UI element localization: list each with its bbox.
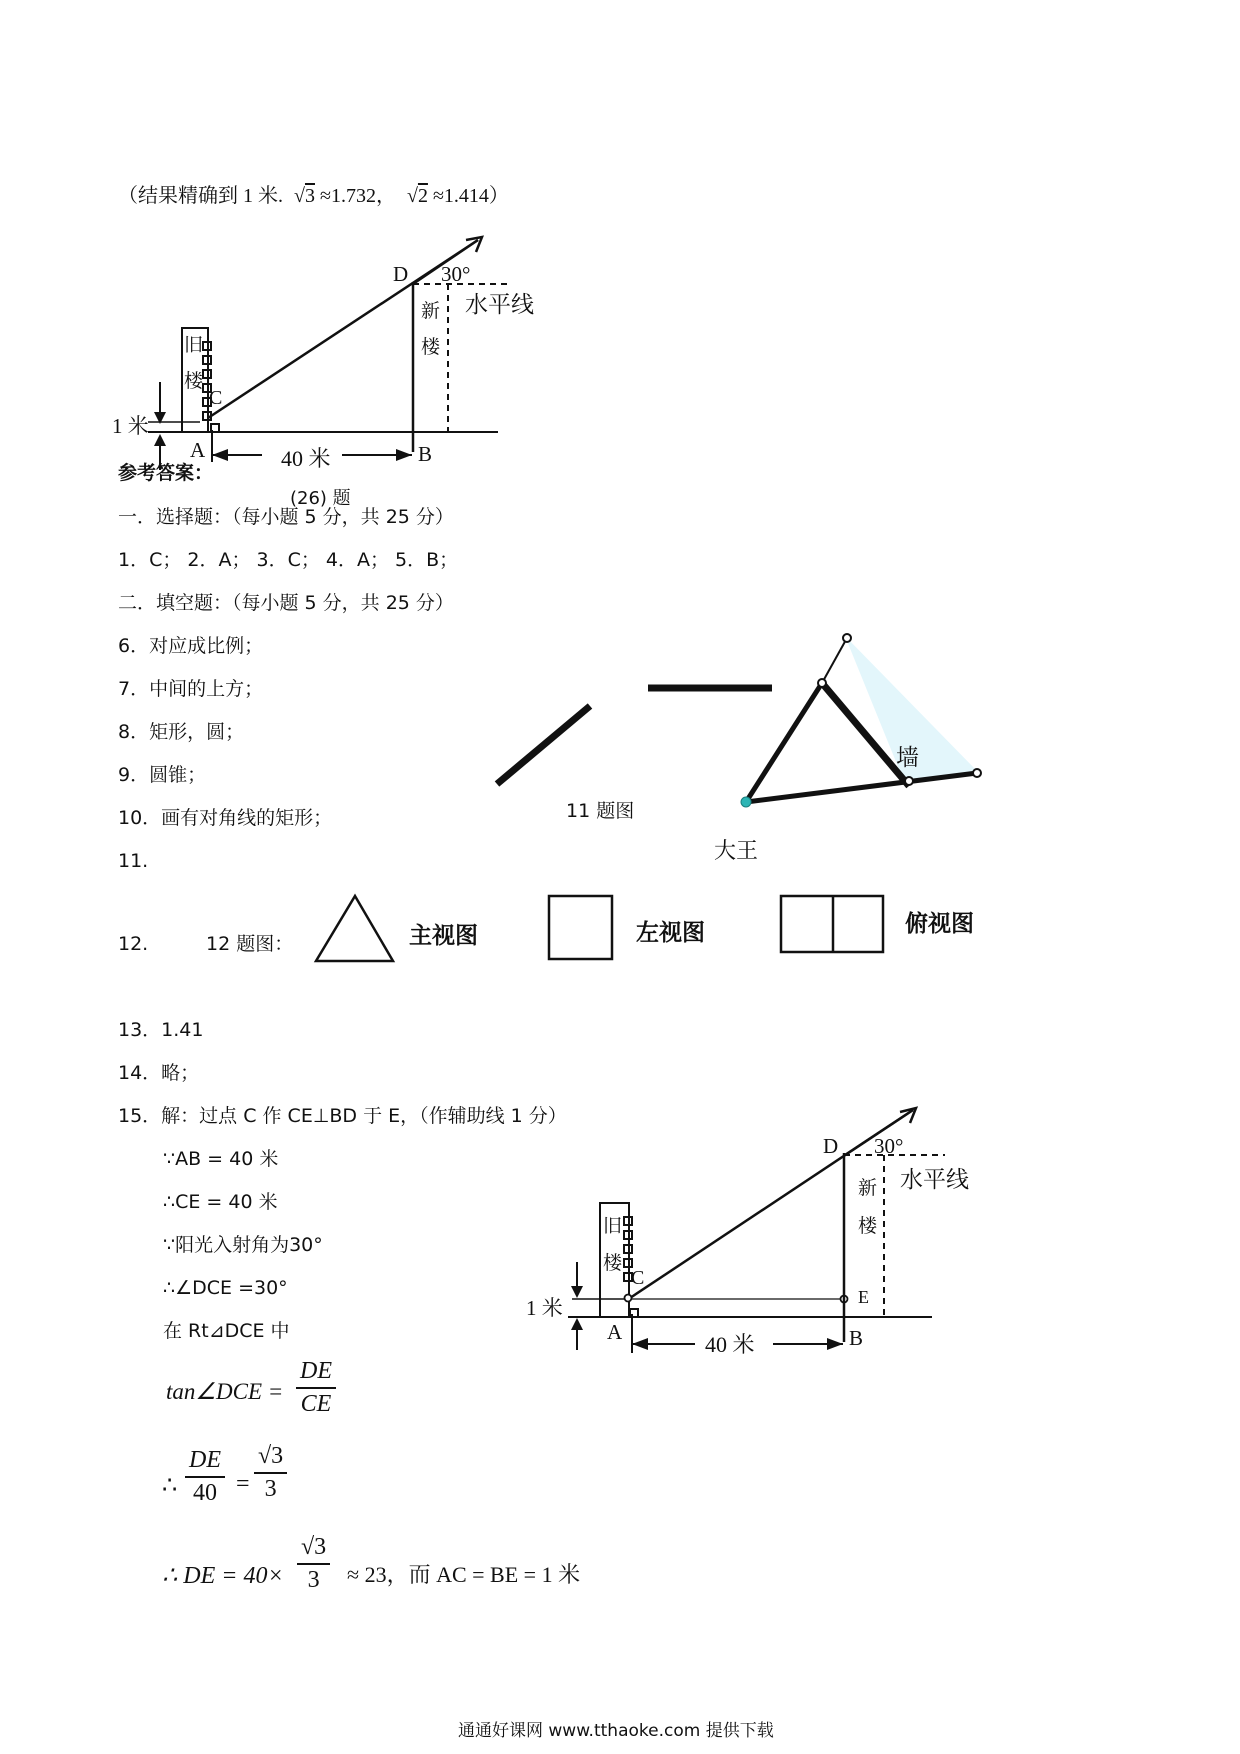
solution-line-4: ∴∠DCE =30°: [163, 1277, 288, 1299]
fig26-distance: 40 米: [281, 446, 331, 471]
fig26-label-a: A: [190, 438, 206, 462]
solution-line-2: ∴CE = 40 米: [163, 1191, 278, 1213]
fig26-label-d: D: [393, 262, 409, 286]
tan-prefix: tan∠DCE =: [166, 1379, 284, 1404]
sqrt3-approx: ≈1.732，: [319, 185, 396, 207]
fig11-caption: 11 题图: [566, 800, 635, 822]
footer-text: 通通好课网 www.tthaoke.com 提供下载: [458, 1721, 774, 1741]
tan-numerator: DE: [296, 1358, 336, 1389]
answer-13: 13．1.41: [118, 1019, 204, 1041]
fig15-old-building-2: 楼: [603, 1252, 623, 1274]
solution-line-3: ∵阳光入射角为30°: [163, 1234, 323, 1256]
fig26-old-building-2: 楼: [184, 370, 204, 392]
fig26-caption: (26) 题: [290, 488, 351, 509]
answer-15: 15．解：过点 C 作 CE⊥BD 于 E，（作辅助线 1 分）: [118, 1105, 567, 1127]
fig26-new-building-2: 楼: [421, 336, 441, 358]
fig15-horizontal-line: 水平线: [900, 1167, 969, 1193]
view-left-label: 左视图: [636, 920, 705, 946]
therefore-symbol: ∴: [162, 1473, 178, 1499]
eq2-numerator: DE: [185, 1447, 225, 1478]
eq3-denominator: 3: [307, 1567, 320, 1593]
fig26-one-meter: 1 米: [112, 414, 149, 438]
choice-answers: 1．C； 2．A； 3．C； 4．A； 5．B；: [118, 549, 459, 571]
solution-line-1: ∵AB = 40 米: [163, 1148, 279, 1170]
answer-6: 6．对应成比例；: [118, 635, 264, 657]
answer-14: 14．略；: [118, 1062, 200, 1084]
tan-denominator: CE: [300, 1391, 332, 1417]
fig26-old-building-1: 旧: [184, 334, 204, 356]
fig12-caption: 12 题图：: [206, 933, 294, 955]
section-1-heading: 一．选择题：（每小题 5 分，共 25 分）: [118, 506, 454, 528]
fig15-label-e: E: [858, 1287, 869, 1307]
answer-11: 11.: [118, 850, 149, 872]
answer-10: 10．画有对角线的矩形；: [118, 807, 333, 829]
fig15-label-d: D: [823, 1134, 839, 1158]
fig11-wall: 墙: [896, 745, 919, 771]
answer-12: 12.: [118, 933, 149, 955]
fig15-distance: 40 米: [705, 1332, 755, 1357]
eq3-numerator: √3: [297, 1534, 330, 1565]
solution-line-5: 在 Rt⊿DCE 中: [163, 1320, 290, 1342]
sqrt2-symbol: √2: [406, 185, 428, 207]
section-2-heading: 二．填空题：（每小题 5 分，共 25 分）: [118, 592, 454, 614]
answer-9: 9．圆锥；: [118, 764, 207, 786]
view-top-label: 俯视图: [905, 911, 974, 937]
fig15-label-a: A: [607, 1320, 623, 1344]
view-front-label: 主视图: [409, 923, 478, 949]
eq2-rhs-denominator: 3: [264, 1476, 277, 1502]
fig15-angle: 30°: [874, 1134, 904, 1158]
answer-7: 7．中间的上方；: [118, 678, 264, 700]
fig26-angle: 30°: [441, 262, 471, 286]
fig26-label-b: B: [418, 442, 433, 466]
fig11-king: 大王: [714, 839, 759, 864]
eq2-denominator: 40: [193, 1480, 217, 1506]
fig15-old-building-1: 旧: [603, 1215, 623, 1237]
sqrt3-symbol: √3: [294, 185, 315, 207]
fig26-horizontal-line: 水平线: [465, 292, 534, 318]
eq2-rhs-numerator: √3: [254, 1443, 287, 1474]
sqrt2-approx: ≈1.414）: [432, 185, 509, 207]
answer-8: 8．矩形，圆；: [118, 721, 245, 743]
answers-heading: 参考答案：: [118, 462, 214, 484]
fig15-new-building-1: 新: [858, 1177, 878, 1199]
fig26-label-c: C: [209, 387, 223, 409]
eq2-equals: =: [236, 1471, 250, 1497]
precision-note-text: （结果精确到 1 米.: [118, 185, 283, 207]
eq3-suffix: ≈ 23，而 AC = BE = 1 米: [347, 1562, 581, 1587]
eq3-prefix: ∴ DE = 40×: [162, 1563, 284, 1589]
fig15-label-c: C: [631, 1267, 645, 1289]
fig15-one-meter: 1 米: [526, 1296, 563, 1320]
fig15-label-b: B: [849, 1326, 864, 1350]
fig15-new-building-2: 楼: [858, 1215, 878, 1237]
fig26-new-building-1: 新: [421, 300, 441, 322]
